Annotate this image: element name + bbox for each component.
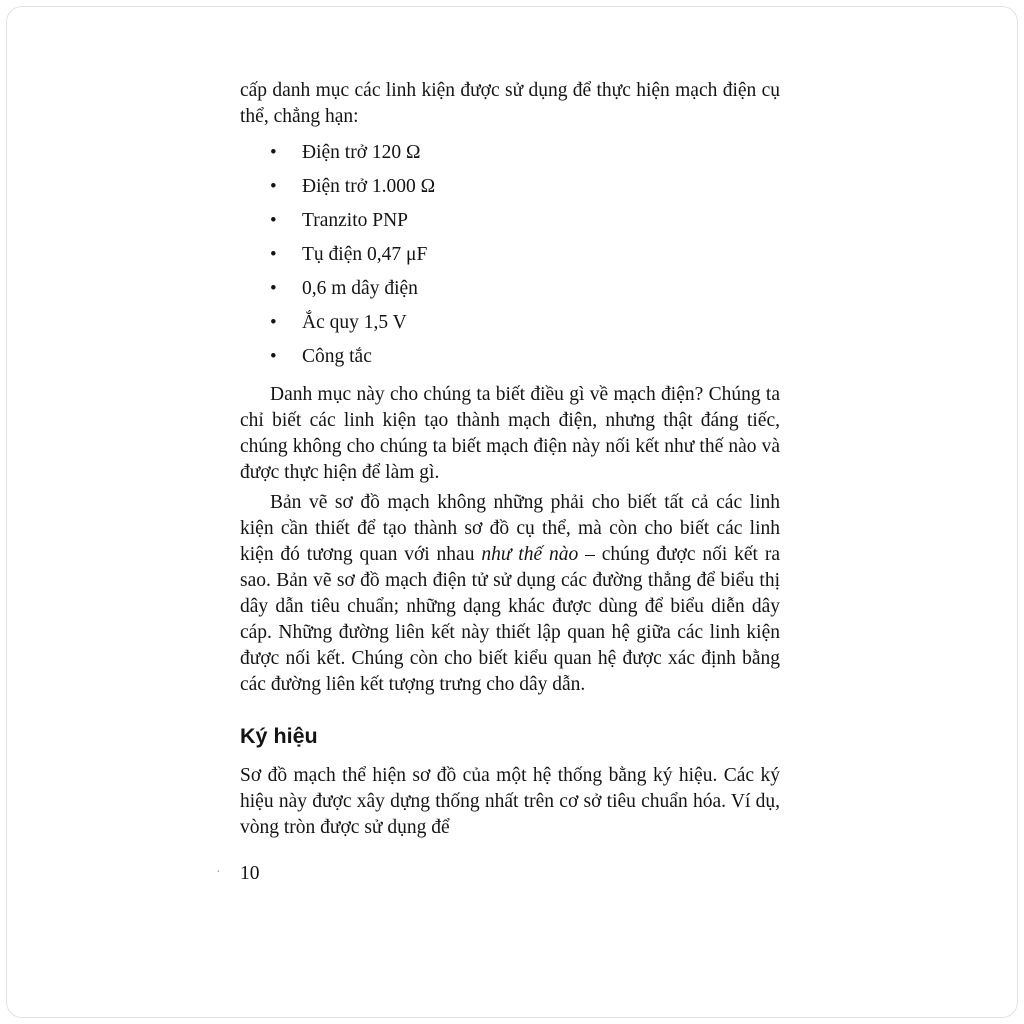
page-footer (216, 863, 780, 885)
paragraph-danh-muc: Danh mục này cho chúng ta biết điều gì về mạch điện? Chúng ta chỉ biết các linh kiện tạo thành mạch điện, nhưng thật đáng tiếc, chúng không cho chúng ta biết mạch điện này nối kết như thế nào và được thực hiện để làm gì. (240, 384, 780, 483)
paragraph-segment: Bản vẽ sơ đồ mạch không những phải cho biết tất cả các linh kiện cần thiết để tạo thành sơ đồ cụ thể, mà còn cho biết các linh kiện đó tương quan với nhau (240, 492, 780, 565)
list-item: • Tụ điện 0,47 μF (240, 242, 780, 268)
list-item: • Công tắc (240, 344, 780, 370)
paragraph-ban-ve (240, 490, 780, 698)
paragraph-so-do: Sơ đồ mạch thể hiện sơ đồ của một hệ thống bằng ký hiệu. Các ký hiệu này được xây dựng thống nhất trên cơ sở tiêu chuẩn hóa. Ví dụ, vòng tròn được sử dụng để (240, 765, 780, 838)
paragraph-segment-italic: như thế nào (481, 544, 579, 565)
intro-paragraph: cấp danh mục các linh kiện được sử dụng để thực hiện mạch điện cụ thể, chẳng hạn: (240, 80, 780, 127)
section-heading-ky-hieu: Ký hiệu (240, 724, 318, 748)
book-page (216, 78, 780, 885)
paragraph-segment: – chúng được nối kết ra sao. Bản vẽ sơ đồ mạch điện tử sử dụng các đường thẳng để biểu thị dây dẫn tiêu chuẩn; những dạng khác được dùng để biểu diễn dây cáp. Những đường liên kết này thiết lập quan hệ giữa các linh kiện được nối kết. Chúng còn cho biết kiểu quan hệ được xác định bằng các đường liên kết tượng trưng cho dây dẫn. (240, 544, 780, 695)
margin-mark: · (216, 865, 221, 880)
list-item: • 0,6 m dây điện (240, 276, 780, 302)
list-item: • Ắc quy 1,5 V (240, 310, 780, 336)
component-list (240, 140, 780, 370)
page-number: 10 (240, 863, 260, 884)
list-item: • Tranzito PNP (240, 208, 780, 234)
list-item: • Điện trở 1.000 Ω (240, 174, 780, 200)
list-item: • Điện trở 120 Ω (240, 140, 780, 166)
